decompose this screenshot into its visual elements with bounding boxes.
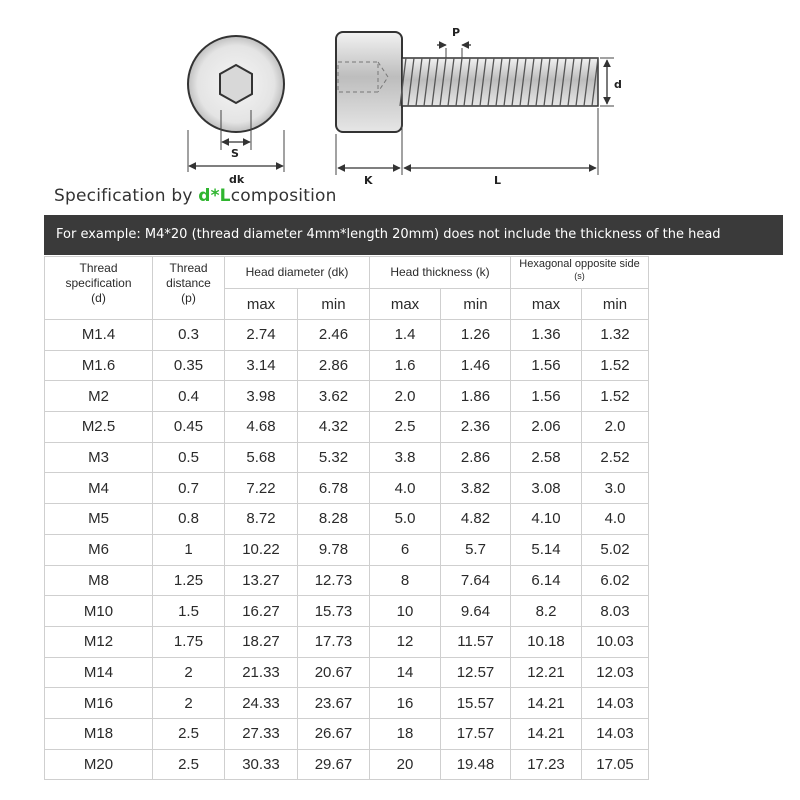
l-dimension-label: L [494, 174, 502, 187]
table-cell: 10 [370, 596, 441, 627]
table-cell: 12 [370, 626, 441, 657]
table-cell: 16.27 [225, 596, 298, 627]
table-cell: 2.86 [441, 442, 511, 473]
table-cell: 12.21 [511, 657, 582, 688]
table-cell: 18.27 [225, 626, 298, 657]
head-top-view [188, 36, 284, 186]
table-cell: 11.57 [441, 626, 511, 657]
table-cell: M12 [45, 626, 153, 657]
screw-side-view [336, 26, 622, 187]
table-cell: M5 [45, 504, 153, 535]
table-cell: 4.0 [370, 473, 441, 504]
table-cell: 30.33 [225, 749, 298, 780]
table-cell: 9.78 [298, 534, 370, 565]
table-cell: 1.56 [511, 381, 582, 412]
table-cell: 4.32 [298, 412, 370, 443]
table-cell: 2.74 [225, 320, 298, 351]
table-cell: 2 [153, 657, 225, 688]
table-cell: M8 [45, 565, 153, 596]
specification-table [44, 256, 649, 780]
header-k-max: max [370, 289, 441, 320]
table-cell: 2.0 [582, 412, 649, 443]
table-cell: 2.86 [298, 350, 370, 381]
dk-dimension-label: dk [229, 173, 245, 186]
table-cell: 1.52 [582, 381, 649, 412]
table-cell: 23.67 [298, 688, 370, 719]
table-row [45, 657, 649, 688]
table-cell: 12.57 [441, 657, 511, 688]
table-row [45, 320, 649, 351]
table-row [45, 473, 649, 504]
table-cell: 7.22 [225, 473, 298, 504]
table-cell: 1.86 [441, 381, 511, 412]
table-cell: M1.4 [45, 320, 153, 351]
table-cell: 1.36 [511, 320, 582, 351]
header-head-thickness: Head thickness (k) [370, 257, 511, 289]
table-cell: 1 [153, 534, 225, 565]
table-cell: M2 [45, 381, 153, 412]
table-cell: 6.14 [511, 565, 582, 596]
table-cell: 3.08 [511, 473, 582, 504]
table-cell: 10.03 [582, 626, 649, 657]
table-cell: 2.5 [370, 412, 441, 443]
header-k-min: min [441, 289, 511, 320]
table-cell: 0.4 [153, 381, 225, 412]
table-cell: 12.03 [582, 657, 649, 688]
table-cell: M4 [45, 473, 153, 504]
table-cell: 14.03 [582, 718, 649, 749]
table-cell: 8 [370, 565, 441, 596]
table-cell: 26.67 [298, 718, 370, 749]
table-cell: 0.7 [153, 473, 225, 504]
table-cell: 18 [370, 718, 441, 749]
table-cell: 17.05 [582, 749, 649, 780]
table-cell: M20 [45, 749, 153, 780]
d-dimension-label: d [614, 78, 622, 91]
table-cell: 4.68 [225, 412, 298, 443]
table-cell: 2.36 [441, 412, 511, 443]
spec-title-suffix: composition [230, 186, 337, 206]
header-thread-spec: Thread specification (d) [45, 257, 153, 320]
table-cell: 14 [370, 657, 441, 688]
specification-title [54, 186, 337, 206]
table-cell: M3 [45, 442, 153, 473]
table-cell: 1.32 [582, 320, 649, 351]
header-s-max: max [511, 289, 582, 320]
header-thread-distance: Thread distance (p) [153, 257, 225, 320]
table-cell: 15.73 [298, 596, 370, 627]
header-s-min: min [582, 289, 649, 320]
table-cell: 1.75 [153, 626, 225, 657]
table-cell: 17.73 [298, 626, 370, 657]
table-cell: 2.0 [370, 381, 441, 412]
table-cell: 10.18 [511, 626, 582, 657]
table-cell: 2.46 [298, 320, 370, 351]
table-cell: 3.14 [225, 350, 298, 381]
table-cell: 1.52 [582, 350, 649, 381]
spec-title-prefix: Specification by [54, 186, 199, 206]
table-cell: 3.8 [370, 442, 441, 473]
table-cell: 0.45 [153, 412, 225, 443]
table-cell: 1.4 [370, 320, 441, 351]
table-cell: 5.14 [511, 534, 582, 565]
table-cell: 9.64 [441, 596, 511, 627]
table-cell: 8.28 [298, 504, 370, 535]
table-cell: 5.32 [298, 442, 370, 473]
header-dk-min: min [298, 289, 370, 320]
table-cell: 2.5 [153, 718, 225, 749]
table-cell: 5.0 [370, 504, 441, 535]
table-row [45, 749, 649, 780]
table-cell: 2.58 [511, 442, 582, 473]
table-cell: 6.78 [298, 473, 370, 504]
table-cell: 16 [370, 688, 441, 719]
table-cell: 3.98 [225, 381, 298, 412]
table-cell: 6 [370, 534, 441, 565]
table-cell: 7.64 [441, 565, 511, 596]
table-cell: 1.26 [441, 320, 511, 351]
table-cell: 29.67 [298, 749, 370, 780]
table-cell: 4.0 [582, 504, 649, 535]
table-cell: 2.06 [511, 412, 582, 443]
table-cell: 17.23 [511, 749, 582, 780]
table-cell: 15.57 [441, 688, 511, 719]
table-cell: 12.73 [298, 565, 370, 596]
table-cell: 5.68 [225, 442, 298, 473]
spec-title-highlight: d*L [198, 186, 231, 206]
table-cell: M18 [45, 718, 153, 749]
header-head-diameter: Head diameter (dk) [225, 257, 370, 289]
table-cell: 8.2 [511, 596, 582, 627]
table-cell: 21.33 [225, 657, 298, 688]
table-cell: 20 [370, 749, 441, 780]
table-row [45, 504, 649, 535]
table-body [45, 320, 649, 780]
table-cell: 1.46 [441, 350, 511, 381]
table-cell: 3.62 [298, 381, 370, 412]
hex-socket-icon [220, 65, 252, 103]
header-hex-side: Hexagonal opposite side (s) [511, 257, 649, 289]
table-cell: M2.5 [45, 412, 153, 443]
p-dimension-label: P [452, 26, 461, 39]
table-cell: 2 [153, 688, 225, 719]
table-cell: 5.7 [441, 534, 511, 565]
table-cell: 5.02 [582, 534, 649, 565]
table-cell: 2.5 [153, 749, 225, 780]
table-cell: 19.48 [441, 749, 511, 780]
table-cell: 3.82 [441, 473, 511, 504]
table-cell: 1.6 [370, 350, 441, 381]
table-row [45, 442, 649, 473]
table-cell: 4.10 [511, 504, 582, 535]
table-cell: M10 [45, 596, 153, 627]
table-cell: 10.22 [225, 534, 298, 565]
table-row [45, 596, 649, 627]
k-dimension-label: K [364, 174, 373, 187]
table-cell: 14.03 [582, 688, 649, 719]
table-cell: 14.21 [511, 688, 582, 719]
example-banner: For example: M4*20 (thread diameter 4mm*length 20mm) does not include the thickness of the head [44, 215, 783, 255]
table-cell: 2.52 [582, 442, 649, 473]
table-cell: M6 [45, 534, 153, 565]
table-cell: 4.82 [441, 504, 511, 535]
table-cell: 3.0 [582, 473, 649, 504]
table-row [45, 412, 649, 443]
table-cell: 14.21 [511, 718, 582, 749]
table-row [45, 688, 649, 719]
table-cell: M16 [45, 688, 153, 719]
table-cell: 17.57 [441, 718, 511, 749]
table-cell: 13.27 [225, 565, 298, 596]
table-header-row-1 [45, 257, 649, 289]
table-row [45, 718, 649, 749]
table-cell: 1.25 [153, 565, 225, 596]
table-cell: M1.6 [45, 350, 153, 381]
table-cell: 1.5 [153, 596, 225, 627]
table-row [45, 381, 649, 412]
table-row [45, 350, 649, 381]
table-cell: M14 [45, 657, 153, 688]
header-dk-max: max [225, 289, 298, 320]
table-cell: 20.67 [298, 657, 370, 688]
table-row [45, 565, 649, 596]
table-cell: 6.02 [582, 565, 649, 596]
table-cell: 8.72 [225, 504, 298, 535]
table-cell: 27.33 [225, 718, 298, 749]
table-row [45, 626, 649, 657]
screw-dimension-diagram [0, 0, 800, 190]
table-cell: 1.56 [511, 350, 582, 381]
table-cell: 0.3 [153, 320, 225, 351]
table-cell: 0.35 [153, 350, 225, 381]
s-dimension-label: S [231, 147, 239, 160]
table-cell: 24.33 [225, 688, 298, 719]
table-cell: 0.8 [153, 504, 225, 535]
table-cell: 0.5 [153, 442, 225, 473]
table-cell: 8.03 [582, 596, 649, 627]
table-row [45, 534, 649, 565]
